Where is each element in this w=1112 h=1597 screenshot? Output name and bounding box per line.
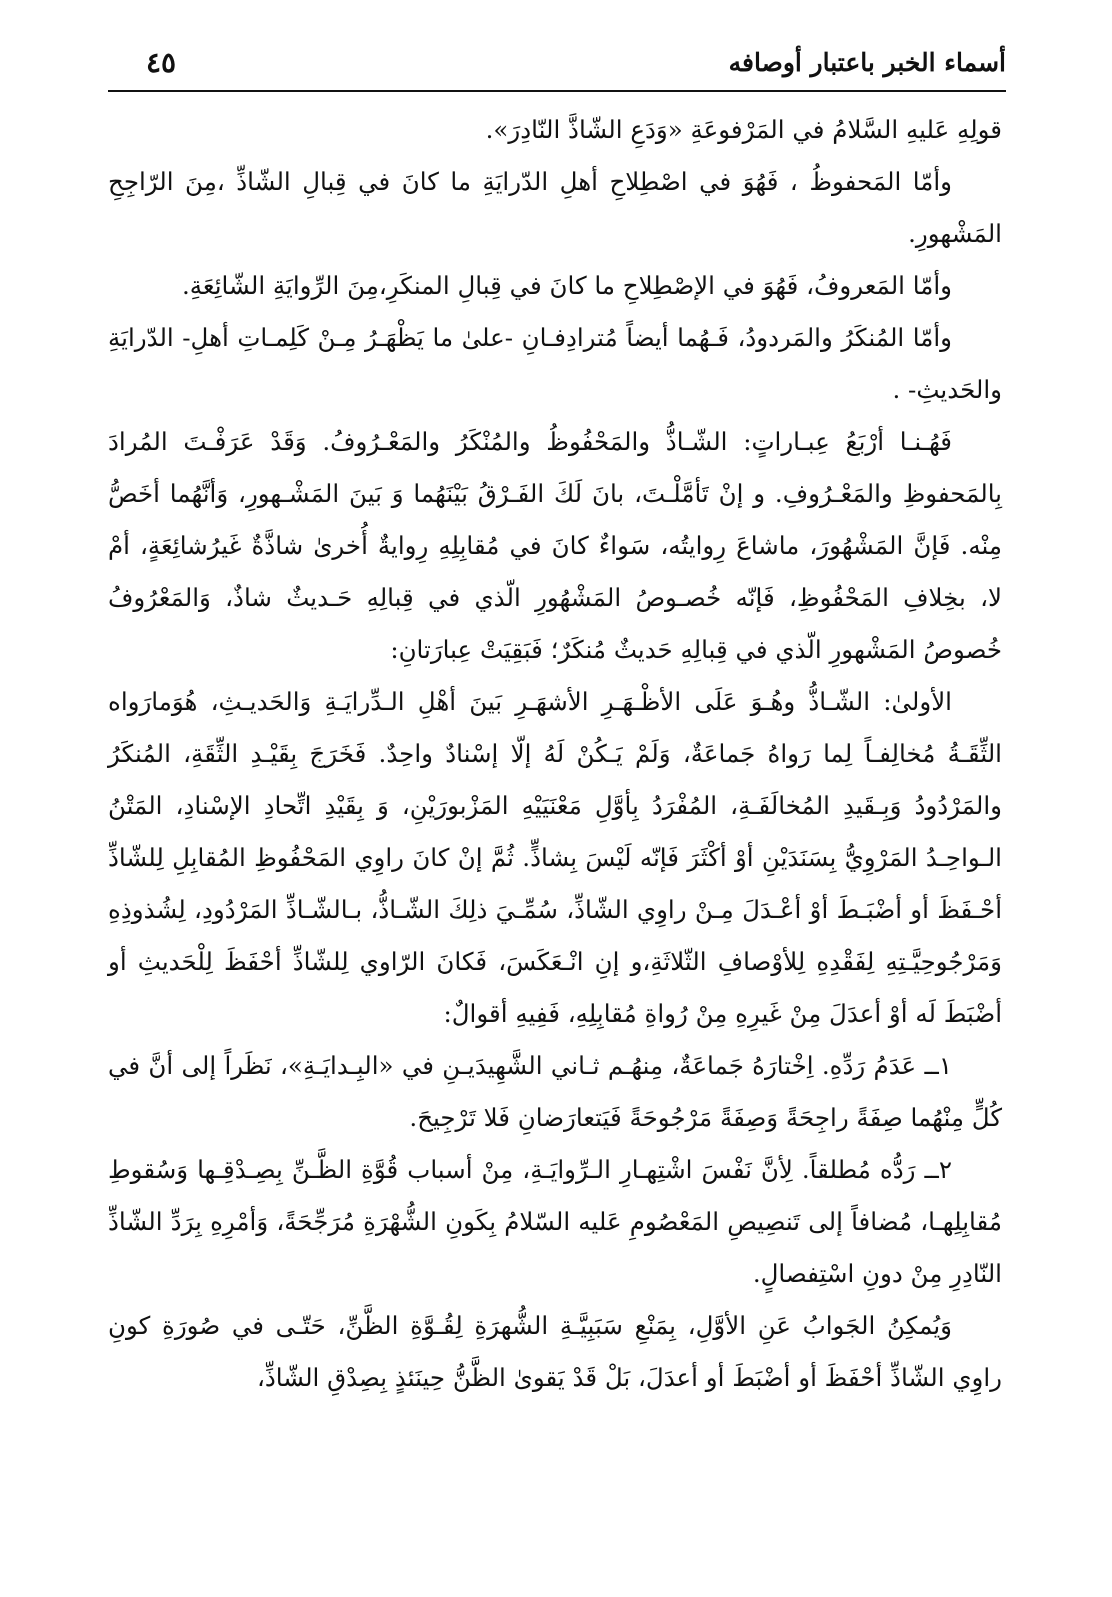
paragraph: وَيُمكِنُ الجَوابُ عَنِ الأوَّلِ، بِمَنْعِ سَبَبِيَّـةِ الشُّهرَةِ لِقُـوَّةِ الظَّنِّ، حَتّـى في صُورَةِ كونِ راوِي الشّاذِّ أحْفَظَ أو أضْبَطَ أو أعدَلَ، بَلْ قَدْ يَقوىٰ الظَّنُّ حِينَئذٍ بِصِدْقِ الشّاذِّ، [108,1311,1002,1392]
page-number: ٤٥ [146,46,177,79]
paragraph: فَهُـنـا أرْبَعُ عِبـاراتٍ: الشّـاذُّ والمَحْفُوظُ والمُنْكَرُ والمَعْـرُوفُ. وَقَدْ عَرَفْـتَ المُرادَ بِالمَحفوظِ والمَعْـرُوفِ. و إنْ تَأمَّلْـتَ، بانَ لَكَ الفَـرْقُ بَيْنَهُما وَ بَينَ المَشْـهورِ، وَأنَّهُما أخَصُّ مِنْه. فَإنَّ المَشْهُورَ، ماشاعَ رِوايتُه، سَواءٌ كانَ في مُقابِلِهِ رِوايةٌ أُخرىٰ شاذَّةٌ غَيرُشائِعَةٍ، أمْ لا، بخِلافِ المَحْفُوظِ، فَإنّه خُصـوصُ المَشْهُورِ الّذي في قِبالِهِ حَـديثٌ شاذٌ، وَالمَعْرُوفُ خُصوصُ المَشْهورِ الّذي في قِبالِهِ حَديثٌ مُنكَرٌ؛ فَبَقِيَتْ عِبارَتانِ: [108,427,1002,664]
paragraph: وأمّا المُنكَرُ والمَردودُ، فَـهُما أيضاً مُترادِفـانِ -علىٰ ما يَظْهَـرُ مِـنْ كَلِمـاتِ أهلِ- الدّرايَةِ والحَديثِ- . [108,323,1002,404]
paragraph: ١ــ عَدَمُ رَدِّهِ. اِخْتارَهُ جَماعَةٌ، مِنهُـم ثـاني الشَّهِيدَيـنِ في «البِـدايَـةِ»، نَظَراً إلى أنَّ في كُلٍّ مِنْهُما صِفَةً راجِحَةً وَصِفَةً مَرْجُوحَةً فَيَتعارَضانِ فَلا تَرْجِيحَ. [108,1051,1002,1132]
header-divider [108,90,1006,92]
paragraph: قولِهِ عَليهِ السَّلامُ في المَرْفوعَةِ «وَدَعِ الشّاذَّ النّادِرَ». [485,115,1002,144]
running-title: أسماء الخبر باعتبار أوصافه [728,48,1006,77]
paragraph: الأولىٰ: الشّـاذُّ وهُـوَ عَلَى الأظْـهَـرِ الأشهَـرِ بَينَ أهْلِ الـدِّرايَـةِ وَالحَديـثِ، هُوَمارَواه الثِّقَـةُ مُخالِفـاً لِما رَواهُ جَماعَةٌ، وَلَمْ يَـكُنْ لَهُ إلّا إسْنادٌ واحِدٌ. فَخَرَجَ بِقَيْـدِ الثِّقَةِ، المُنكَرُ والمَرْدُودُ وَبِـقَيدِ المُخالَفَـةِ، المُفْرَدُ بِأوَّلِ مَعْنَيَيْهِ المَزْبورَيْنِ، وَ بِقَيْدِ اتِّحادِ الإسْنادِ، المَتْنُ الـواحِـدُ المَرْوِيُّ بِسَنَدَيْنِ أوْ أكْثَرَ فَإنّه لَيْسَ بِشاذٍّ. ثُمَّ إنْ كانَ راوِي المَحْفُوظِ المُقابِلِ لِلشّاذِّ أحْـفَظَ أو أضْبَـطَ أوْ أعْـدَلَ مِـنْ راوِي الشّاذِّ، سُمِّـيَ ذلِكَ الشّـاذُّ، بـالشّـاذِّ المَرْدُودِ، لِشُذوذِهِ وَمَرْجُوحِيَّـتِهِ لِفَقْدِهِ لِلأوْصافِ الثّلاثَةِ،و إنِ انْـعَكَسَ، فَكانَ الرّاوي لِلشّاذِّ أحْفَظَ لِلْحَديثِ أو أضْبَطَ لَه أوْ أعدَلَ مِنْ غَيرِهِ مِنْ رُواةِ مُقابِلِهِ، فَفِيهِ أقوالٌ: [108,687,1002,1028]
paragraph: ٢ــ رَدُّه مُطلقاً. لِأنَّ نَفْسَ اشْتِهـارِ الـرِّوايَـةِ، مِنْ أسباب قُوَّةِ الظَّـنِّ بِصِـدْقِـها وَسُقوطِ مُقابِلِهـا، مُضافاً إلى تَنصِيصِ المَعْصُومِ عَليه السّلامُ بِكَونِ الشُّهْرَةِ مُرَجِّحَةً، وَأمْرِهِ بِرَدِّ الشّاذِّ النّادِرِ مِنْ دونِ اسْتِفصالٍ. [108,1155,1002,1288]
body-text [108,104,1002,1404]
paragraph: وأمّا المَحفوظُ ، فَهُوَ في اصْطِلاحِ أهلِ الدّرايَةِ ما كانَ في قِبالِ الشّاذِّ ،مِنَ الرّاجِحِ المَشْهورِ. [108,167,1002,248]
paragraph: وأمّا المَعروفُ، فَهُوَ في الإصْطِلاحِ ما كانَ في قِبالِ المنكَرِ،مِنَ الرِّوايَةِ الشّائِعَةِ. [181,271,952,300]
page-header [108,44,1006,90]
